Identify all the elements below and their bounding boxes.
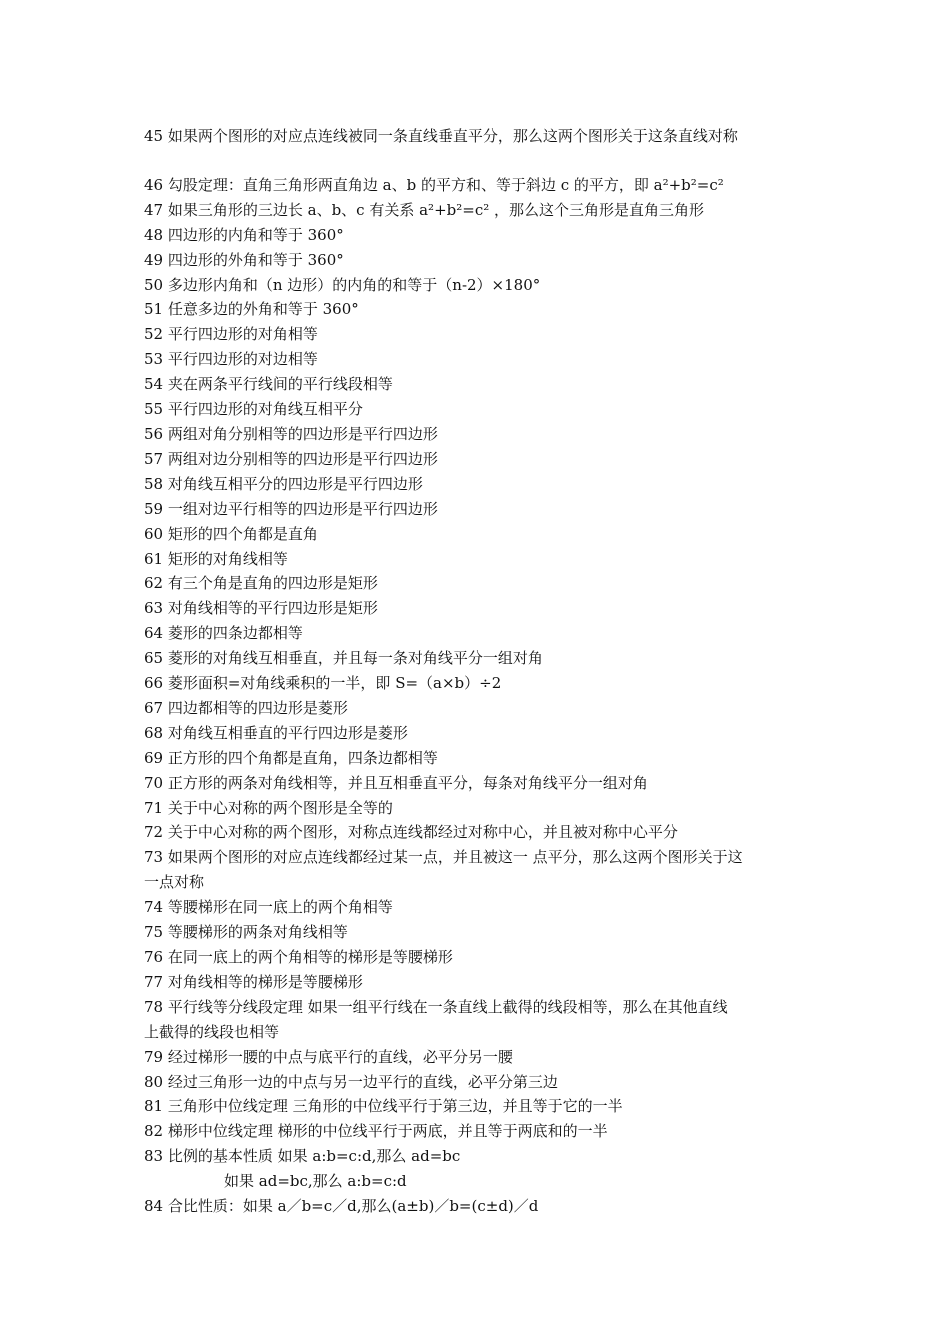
theorem-line: 52 平行四边形的对角相等 — [144, 325, 318, 344]
theorem-line: 81 三角形中位线定理 三角形的中位线平行于第三边，并且等于它的一半 — [144, 1097, 623, 1116]
theorem-line: 80 经过三角形一边的中点与另一边平行的直线，必平分第三边 — [144, 1072, 558, 1091]
theorem-line: 76 在同一底上的两个角相等的梯形是等腰梯形 — [144, 948, 453, 966]
theorem-line: 84 合比性质：如果 a／b=c／d,那么(a±b)／b=(c±d)／d — [144, 1197, 539, 1216]
theorem-line: 62 有三个角是直角的四边形是矩形 — [144, 574, 378, 593]
theorem-line: 63 对角线相等的平行四边形是矩形 — [144, 599, 378, 618]
document-body — [144, 124, 814, 1219]
theorem-line: 59 一组对边平行相等的四边形是平行四边形 — [144, 499, 438, 518]
theorem-line: 71 关于中心对称的两个图形是全等的 — [144, 798, 393, 817]
theorem-line: 53 平行四边形的对边相等 — [144, 350, 318, 369]
theorem-line: 83 比例的基本性质 如果 a:b=c:d,那么 ad=bc — [144, 1147, 461, 1166]
theorem-line-indented: 如果 ad=bc,那么 a:b=c:d — [224, 1172, 407, 1191]
theorem-line: 56 两组对角分别相等的四边形是平行四边形 — [144, 424, 438, 443]
theorem-line: 73 如果两个图形的对应点连线都经过某一点，并且被这一 点平分，那么这两个图形关于这 — [144, 848, 743, 867]
theorem-line: 60 矩形的四个角都是直角 — [144, 524, 318, 543]
theorem-line: 66 菱形面积=对角线乘积的一半，即 S=（a×b）÷2 — [144, 674, 502, 693]
theorem-line: 54 夹在两条平行线间的平行线段相等 — [144, 375, 393, 394]
theorem-line: 49 四边形的外角和等于 360° — [144, 250, 344, 269]
theorem-line: 65 菱形的对角线互相垂直，并且每一条对角线平分一组对角 — [144, 649, 543, 668]
theorem-line: 57 两组对边分别相等的四边形是平行四边形 — [144, 449, 438, 468]
theorem-line: 45 如果两个图形的对应点连线被同一条直线垂直平分，那么这两个图形关于这条直线对称 — [144, 127, 738, 145]
theorem-line: 77 对角线相等的梯形是等腰梯形 — [144, 972, 363, 991]
theorem-line: 51 任意多边的外角和等于 360° — [144, 300, 359, 319]
theorem-line: 72 关于中心对称的两个图形，对称点连线都经过对称中心，并且被对称中心平分 — [144, 823, 678, 842]
theorem-line: 46 勾股定理：直角三角形两直角边 a、b 的平方和、等于斜边 c 的平方，即 a²+b²=c² — [144, 175, 724, 194]
theorem-line: 67 四边都相等的四边形是菱形 — [144, 698, 348, 717]
theorem-line: 75 等腰梯形的两条对角线相等 — [144, 923, 348, 942]
theorem-line: 64 菱形的四条边都相等 — [144, 624, 303, 643]
theorem-line: 50 多边形内角和（n 边形）的内角的和等于（n-2）×180° — [144, 275, 541, 294]
theorem-line: 47 如果三角形的三边长 a、b、c 有关系 a²+b²=c² ，那么这个三角形是直角三角形 — [144, 200, 704, 219]
theorem-line: 69 正方形的四个角都是直角，四条边都相等 — [144, 748, 438, 767]
theorem-line-continued: 一点对称 — [144, 873, 205, 892]
theorem-line: 58 对角线互相平分的四边形是平行四边形 — [144, 474, 423, 493]
theorem-line: 70 正方形的两条对角线相等，并且互相垂直平分，每条对角线平分一组对角 — [144, 773, 648, 792]
theorem-line: 55 平行四边形的对角线互相平分 — [144, 400, 363, 419]
theorem-line: 68 对角线互相垂直的平行四边形是菱形 — [144, 723, 408, 742]
theorem-line: 74 等腰梯形在同一底上的两个角相等 — [144, 898, 393, 917]
theorem-line: 79 经过梯形一腰的中点与底平行的直线，必平分另一腰 — [144, 1047, 513, 1066]
theorem-line: 48 四边形的内角和等于 360° — [144, 225, 344, 244]
theorem-line: 61 矩形的对角线相等 — [144, 549, 288, 568]
theorem-line-continued: 上截得的线段也相等 — [144, 1022, 280, 1041]
theorem-line: 82 梯形中位线定理 梯形的中位线平行于两底，并且等于两底和的一半 — [144, 1122, 608, 1141]
theorem-line: 78 平行线等分线段定理 如果一组平行线在一条直线上截得的线段相等，那么在其他直线 — [144, 997, 728, 1016]
blank-line — [144, 149, 814, 173]
